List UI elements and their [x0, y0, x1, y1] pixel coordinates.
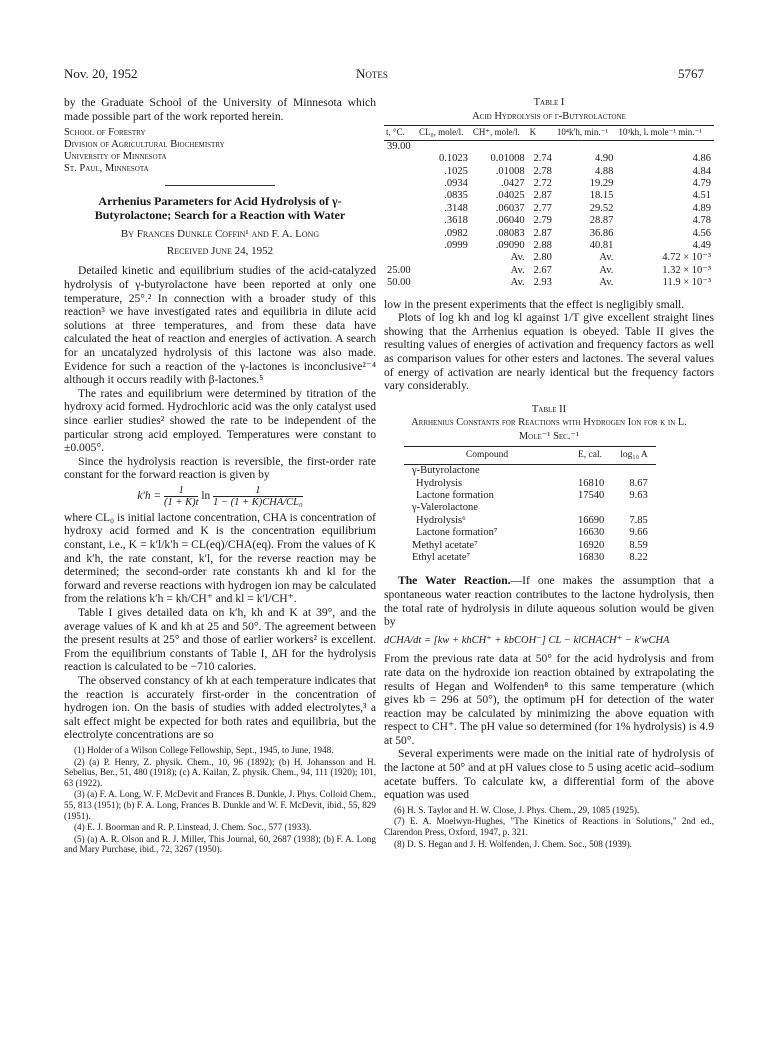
table1-row: [384, 178, 714, 190]
table1-cell: [384, 178, 417, 190]
table1-cell: 4.72 × 10⁻³: [662, 252, 711, 264]
table1-cell: 0.01008: [490, 153, 525, 165]
table2-cell: Ethyl acetate⁷: [412, 551, 471, 563]
table2: [404, 446, 656, 565]
article-title: Arrhenius Parameters for Acid Hydrolysis of γ-Butyrolactone; Search for a Reaction with Water: [94, 194, 346, 223]
table1-cell: Av.: [599, 277, 614, 289]
table2-cell: 7.85: [629, 514, 648, 526]
table1-cell: 0.1023: [439, 153, 468, 165]
table1-cell: .0427: [501, 177, 525, 189]
table1-row: [384, 140, 714, 153]
table1-cell: 40.81: [589, 239, 614, 251]
table2-cell: γ-Valerolactone: [412, 502, 478, 514]
table2-cell: Hydrolysis⁶: [416, 514, 466, 526]
table1-cell: .06037: [495, 202, 525, 214]
table1-cell: 50.00: [387, 277, 411, 289]
table2-cell: Lactone formation⁷: [416, 527, 498, 539]
running-section: Notes: [356, 66, 388, 81]
paragraph: Detailed kinetic and equilibrium studies of the acid-catalyzed hydrolysis of γ-butyrolactone have been reported at only one temperature, 25°.² In connection with a broader study of this reaction³ we have investigated rates and equilibria in dilute acid solutions at three temperatures, and from these data have calculated the heat of reaction and energies of activation. A search for an uncatalyzed hydrolysis of this lactone was also made. Evidence for such a reaction of the γ-lactones is inconclusive²⁻⁴ although it occurs readily with β-lactones.⁵: [64, 264, 376, 387]
table1-cell: .0934: [444, 177, 468, 189]
table1-header: CL₀, mole/l.: [417, 126, 471, 141]
table2-cell: Methyl acetate⁷: [412, 539, 478, 551]
table2-subtitle: Arrhenius Constants for Reactions with Hydrogen Ion for k in L. Mole⁻¹ Sec.⁻¹: [411, 417, 687, 442]
table1-cell: [384, 153, 417, 165]
table1-cell: [417, 140, 471, 153]
received-date: Received June 24, 1952: [166, 244, 274, 257]
table2-cell: [570, 465, 612, 478]
table1-cell: .08083: [495, 227, 525, 239]
table2-row: [404, 502, 656, 514]
affiliation-line: University of Minnesota: [64, 151, 167, 163]
table1-cell: 11.9 × 10⁻³: [662, 277, 711, 289]
table1-cell: 2.88: [533, 239, 552, 251]
table2-header: Compound: [404, 446, 570, 465]
table2-cell: 16630: [578, 527, 605, 539]
table1-cell: .04025: [495, 190, 525, 202]
page-number: 5767: [678, 66, 704, 81]
table1-header: 10⁴k′h, min.⁻¹: [555, 126, 617, 141]
table2-cell: Hydrolysis: [416, 477, 463, 489]
table1-cell: 28.87: [589, 215, 614, 227]
table1-cell: 4.84: [692, 165, 711, 177]
table1-cell: 2.79: [533, 215, 552, 227]
table1-cell: 4.51: [692, 190, 711, 202]
affiliation-line: St. Paul, Minnesota: [64, 163, 149, 175]
table1-header: CH⁺, mole/l.: [471, 126, 528, 141]
table1-subtitle: Acid Hydrolysis of γ-Butyrolactone: [472, 110, 626, 122]
table1-cell: Av.: [510, 264, 525, 276]
table1-cell: .3148: [444, 202, 468, 214]
table1-cell: [417, 265, 471, 277]
table1-row: [384, 203, 714, 215]
divider: [165, 185, 275, 186]
byline: By Frances Dunkle Coffin¹ and F. A. Long: [120, 228, 320, 241]
table2-row: [404, 527, 656, 539]
table1-cell: 2.78: [533, 165, 552, 177]
footnotes-right: [384, 805, 714, 849]
footnote: (8) D. S. Hegan and J. H. Wolfenden, J. Chem. Soc., 508 (1939).: [394, 838, 632, 849]
table2-header: E, cal.: [570, 446, 612, 465]
table2-body: [404, 465, 656, 565]
table2-cell: [612, 502, 655, 514]
table2-row: [404, 490, 656, 502]
table1-cell: 36.86: [589, 227, 614, 239]
table1-row: [384, 215, 714, 227]
footnote: (5) (a) A. R. Olson and R. J. Miller, This Journal, 60, 2687 (1938); (b) F. A. Long and Mary Purchase, ibid., 72, 3267 (1950).: [64, 833, 376, 855]
table1-cell: 2.87: [533, 227, 552, 239]
paragraph: Several experiments were made on the initial rate of hydrolysis of the lactone at 50° and at pH values close to 5 using acetic acid–sodium acetate buffers. To calculate kw, a differential form of the above equation was used: [384, 747, 714, 802]
running-date: Nov. 20, 1952: [64, 66, 138, 81]
table1-cell: 1.32 × 10⁻³: [662, 264, 711, 276]
eq-fraction-2: $\frac{1}{\text{1 − (1 + K)CHA/CL₀}}$: [213, 484, 303, 508]
left-column: [64, 96, 376, 856]
table2-cell: 9.66: [629, 527, 648, 539]
table1-body: [384, 140, 714, 289]
table1-cell: .0999: [444, 239, 468, 251]
footnote: (1) Holder of a Wilson College Fellowship, Sept., 1945, to June, 1948.: [74, 744, 334, 755]
affiliation: [64, 127, 376, 175]
footnote: (2) (a) P. Henry, Z. physik. Chem., 10, 96 (1892); (b) H. Johansson and H. Sebelius, Ber., 51, 480 (1918); (c) A. Kailan, Z. physik. Chem., 94, 111 (1920); 101, 63 (1922).: [64, 756, 376, 788]
table1-cell: .06040: [495, 215, 525, 227]
table2-cell: [570, 502, 612, 514]
table1-row: [384, 240, 714, 252]
table2-cell: [612, 465, 655, 478]
table1-cell: 2.67: [533, 264, 552, 276]
table1: [384, 125, 714, 289]
table1-header-row: [384, 126, 714, 141]
table2-cell: 16810: [578, 477, 605, 489]
eq-lhs: k′h =: [137, 489, 162, 502]
water-equation: dCHA/dt = [kw + khCH⁺ + kbCOH⁻] CL − klCHACH⁺ − k′wCHA: [384, 634, 670, 646]
table1-cell: [384, 228, 417, 240]
table2-cell: 16830: [578, 551, 605, 563]
table2-row: [404, 515, 656, 527]
table1-cell: 2.72: [533, 177, 552, 189]
paragraph: Table I gives detailed data on k′h, kh and K at 39°, and the average values of K and kh at 25 and 50°. The agreement between the present results at 25° and those of earlier workers² is excellent. From the equilibrium constants of Table I, ΔH for the hydrolysis reaction is calculated to be −710 calories.: [64, 606, 376, 674]
table1-cell: 2.74: [533, 153, 552, 165]
footnote: (6) H. S. Taylor and H. W. Close, J. Phys. Chem., 29, 1085 (1925).: [394, 804, 640, 815]
table2-cell: Lactone formation: [416, 489, 494, 501]
footnote: (4) E. J. Boorman and R. P. Linstead, J. Chem. Soc., 577 (1933).: [74, 822, 312, 833]
section-heading: The Water Reaction.: [398, 574, 511, 588]
table1-header: 10³kh, l. mole⁻¹ min.⁻¹: [616, 126, 714, 141]
rate-equation: [64, 485, 376, 508]
table1-cell: [384, 203, 417, 215]
table1-cell: [384, 240, 417, 252]
table1-cell: 4.78: [692, 215, 711, 227]
table1-row: [384, 153, 714, 165]
table1-cell: 4.49: [692, 239, 711, 251]
paragraph: where CL₀ is initial lactone concentration, CHA is concentration of hydroxy acid formed and K is the concentration equilibrium constant, i.e., K = k′l/k′h = CL(eq)/CHA(eq). From the values of K and k′h, the rate constant, k′l, for the reverse reaction may be determined; the second-order rate constants kh and kl for the forward and reverse reactions with hydrogen ion may be calculated from the relations k′h = kh/CH⁺ and kl = k′l/CH⁺.: [64, 510, 376, 606]
paragraph: low in the present experiments that the effect is negligibly small.: [384, 297, 685, 311]
table1-cell: 4.86: [692, 153, 711, 165]
table2-cell: 17540: [578, 489, 605, 501]
eq-fraction-1: $\frac{1}{(1 + K)t}$: [163, 484, 199, 508]
table1-cell: 18.15: [589, 190, 614, 202]
table1-cell: [528, 140, 555, 153]
table1-cell: 19.29: [589, 177, 614, 189]
table1-cell: .1025: [444, 165, 468, 177]
right-column: [384, 96, 714, 850]
table1-cell: [616, 140, 714, 153]
table1-row: [384, 265, 714, 277]
table1-cell: .0982: [444, 227, 468, 239]
table1-row: [384, 228, 714, 240]
table1-cell: .3618: [444, 215, 468, 227]
table2-cell: γ-Butyrolactone: [412, 465, 480, 477]
paragraph: Plots of log kh and log kl against 1/T give excellent straight lines showing that the Arrhenius equation is obeyed. Table II gives the resulting values of energies of activation and frequency factors as well as comparison values for other esters and lactones. The several values of energy of activation are nearly identical but the frequency factors vary considerably.: [384, 311, 714, 393]
table1-row: [384, 277, 714, 289]
table1-cell: [384, 190, 417, 202]
table2-cell: 8.22: [629, 551, 648, 563]
footnotes-left: [64, 745, 376, 855]
table1-cell: 39.00: [387, 140, 411, 152]
table1-cell: 4.89: [692, 202, 711, 214]
table2-caption: Table II: [531, 403, 567, 415]
table1-cell: 4.88: [595, 165, 614, 177]
affiliation-line: School of Forestry: [64, 127, 146, 139]
section-text: —If one makes the assumption that a spontaneous water reaction contributes to the lactone hydrolysis, then the total rate of hydrolysis in dilute aqueous solution would be given by: [384, 574, 714, 629]
table1-cell: 2.93: [533, 277, 552, 289]
table1-cell: 2.87: [533, 190, 552, 202]
table1-cell: .0835: [444, 190, 468, 202]
table2-cell: 16690: [578, 514, 605, 526]
table1-cell: Av.: [599, 252, 614, 264]
affiliation-line: Division of Agricultural Biochemistry: [64, 139, 225, 151]
table1-cell: [417, 277, 471, 289]
table1-cell: 25.00: [387, 264, 411, 276]
table1-row: [384, 190, 714, 202]
table1-cell: .09090: [495, 239, 525, 251]
table2-header: log₁₀ A: [612, 446, 655, 465]
table2-row: [404, 478, 656, 490]
table1-cell: [555, 140, 617, 153]
paragraph: From the previous rate data at 50° for the acid hydrolysis and from rate data on the hydroxide ion reaction obtained by extrapolating the results of Hegan and Wolfenden⁸ to this same temperature (which gives kb = 296 at 50°), the optimum pH for detection of the water reaction may be calculated by minimizing the above equation with respect to CH⁺. The pH value so determined (for 1% hydrolysis) is 4.9 at 50°.: [384, 652, 714, 747]
table2-row: [404, 540, 656, 552]
paragraph: Since the hydrolysis reaction is reversible, the first-order rate constant for the forward reaction is given by: [64, 454, 376, 482]
table1-cell: [384, 166, 417, 178]
eq-ln: ln: [201, 489, 211, 502]
table1-cell: 4.56: [692, 227, 711, 239]
table1-cell: [384, 215, 417, 227]
table1-cell: [384, 252, 417, 264]
paragraph: The rates and equilibrium were determined by titration of the hydroxy acid formed. Hydrochloric acid was the only catalyst used since earlier studies² showed the rate to be independent of the particular strong acid employed. Temperatures were constant to ±0.005°.: [64, 386, 376, 455]
paragraph: [384, 574, 714, 628]
table2-cell: 8.67: [629, 477, 648, 489]
table1-cell: Av.: [599, 264, 614, 276]
table1-cell: 4.90: [595, 153, 614, 165]
footnote: (3) (a) F. A. Long, W. F. McDevit and Frances B. Dunkle, J. Phys. Colloid Chem., 55, 813 (1951); (b) F. A. Long, Frances B. Dunkle and W. F. McDevit, ibid., 55, 829 (1951).: [64, 789, 376, 821]
table1-caption: Table I: [533, 97, 565, 108]
intro-continuation: by the Graduate School of the University of Minnesota which made possible part of the work reported herein.: [64, 96, 376, 123]
table1-cell: [471, 140, 528, 153]
table1-cell: 4.79: [692, 177, 711, 189]
table1-cell: .01008: [495, 165, 525, 177]
paragraph: The observed constancy of kh at each temperature indicates that the reaction is accurately first-order in the concentration of hydrogen ion. On the basis of studies with added electrolytes,³ a salt effect might be expected for both rates and equilibria, but the electrolyte concentrations are so: [64, 674, 376, 742]
table1-header: K: [528, 126, 555, 141]
table1-cell: 2.80: [533, 252, 552, 264]
table2-cell: 16920: [578, 539, 605, 551]
table2-cell: 9.63: [629, 489, 648, 501]
table2-row: [404, 465, 656, 478]
table1-cell: Av.: [510, 277, 525, 289]
table1-row: [384, 252, 714, 264]
table1-cell: 2.77: [533, 202, 552, 214]
table2-cell: 8.59: [629, 539, 648, 551]
footnote: (7) E. A. Moelwyn-Hughes, "The Kinetics of Reactions in Solutions," 2nd ed., Clarendon Press, Oxford, 1947, p. 321.: [384, 816, 714, 838]
table1-header: t, °C.: [384, 126, 417, 141]
table1-row: [384, 166, 714, 178]
table2-row: [404, 552, 656, 564]
table1-cell: 29.52: [589, 202, 614, 214]
table1-cell: [417, 252, 471, 264]
table1-cell: Av.: [510, 252, 525, 264]
table2-header-row: [404, 446, 656, 465]
